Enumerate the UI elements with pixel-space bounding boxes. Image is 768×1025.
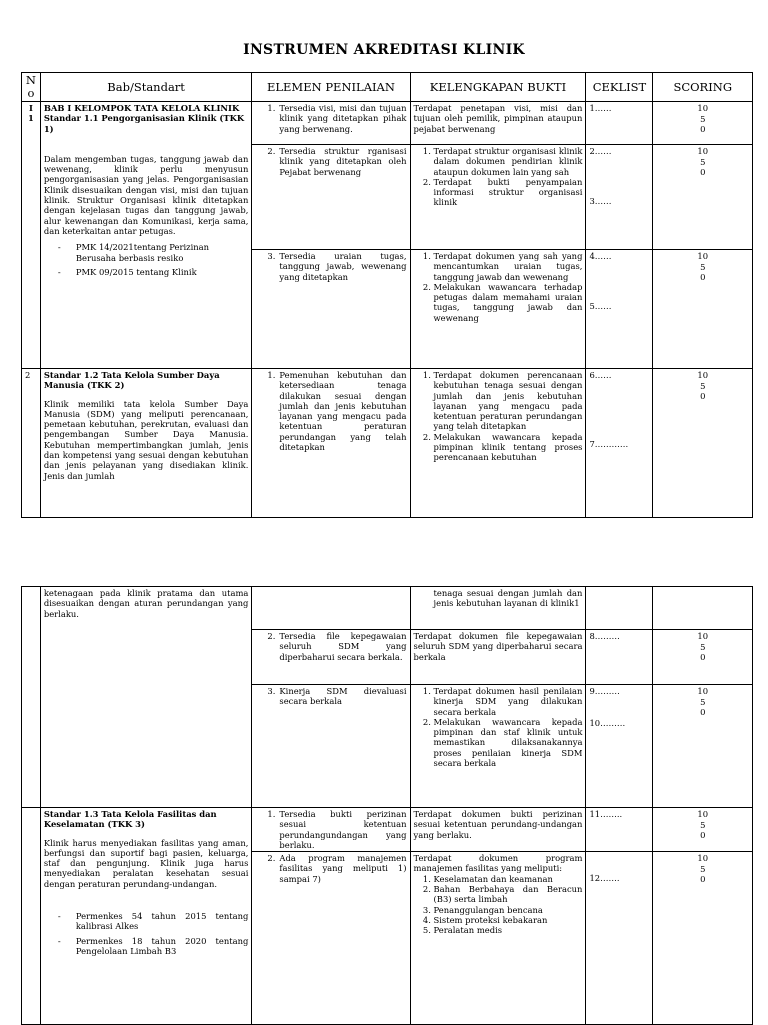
scoring-cell: 10 5 0 [653,808,753,852]
row-number [22,808,41,1025]
element-cell: 2. Ada program manajemen fasilitas yang meliputi 1) sampai 7) [252,852,410,1025]
checklist-cell: 12……. [586,852,653,1025]
list-item: 1. Terdapat dokumen hasil penilaian kinerja SDM yang dilakukan secara berkala [434,686,583,717]
checklist-cell: 8……… [586,630,653,685]
scoring-cell: 10 5 0 [653,852,753,1025]
evidence-cell: Terdapat dokumen program manajemen fasilitas yang meliputi: 1. Keselamatan dan keamanan 2. Bahan Berbahaya dan Beracun (B3) serta limbah 3. Penanggulangan bencana 4. Sistem proteksi kebakaran 5. Peralatan medis [410,852,586,1025]
list-item: 3. Penanggulangan bencana [434,905,583,915]
accreditation-table-page-2 [21,586,753,1025]
header-ceklist: CEKLIST [586,73,653,102]
header-no: No [22,73,41,102]
header-kelengkapan: KELENGKAPAN BUKTI [410,73,586,102]
element-cell [252,587,410,630]
list-item: - Permenkes 18 tahun 2020 tentang Pengelolaan Limbah B3 [57,935,249,956]
scoring-cell: 10 5 0 [653,250,753,369]
standard-description-continued: ketenagaan pada klinik pratama dan utama disesuaikan dengan aturan perundangan yang berlaku. [40,587,252,808]
table-header-row [22,73,753,102]
evidence-cell [410,369,586,518]
evidence-cell: Terdapat dokumen file kepegawaian seluruh SDM yang diperbaharui secara berkala [410,630,586,685]
scoring-cell: 10 5 0 [653,369,753,518]
checklist-cell: 6…… 7………… [586,369,653,518]
table-row [22,587,753,630]
evidence-cell [410,685,586,808]
table-row [22,808,753,852]
list-item: - Permenkes 54 tahun 2015 tentang kalibrasi Alkes [57,911,249,932]
list-item: - PMK 09/2015 tentang Klinik [57,266,197,277]
header-bab: Bab/Standart [40,73,252,102]
evidence-cell [410,250,586,369]
standard-title: Standar 1.2 Tata Kelola Sumber Daya Manusia (TKK 2) [43,370,220,391]
evidence-cell: Terdapat penetapan visi, misi dan tujuan oleh pemilik, pimpinan ataupun pejabat berwenang [410,102,586,145]
scoring-cell: 10 5 0 [653,145,753,250]
evidence-cell [410,145,586,250]
list-item: 1. Keselamatan dan keamanan [434,874,583,884]
scoring-cell: 10 5 0 [653,102,753,145]
checklist-cell: 4…… 5…… [586,250,653,369]
standard-description: Klinik memiliki tata kelola Sumber Daya Manusia (SDM) yang meliputi perencanaan, pemetaan kebutuhan, perekrutan, evaluasi dan pengembangan Sumber Daya Manusia. Kebutuhan mempertimbangkan jumlah, jenis dan kompetensi yang sesuai dengan kebutuhan dan jenis pelayanan yang disediakan klinik. Jenis dan jumlah [43,398,249,481]
standard-title: Standar 1.1 Pengorganisasian Klinik (TKK 1) [43,113,245,134]
standard-cell [40,102,252,369]
table-row [22,369,753,518]
evidence-cell: Terdapat dokumen bukti perizinan sesuai ketentuan perundang-undangan yang berlaku. [410,808,586,852]
list-item: 2. Terdapat bukti penyampaian informasi struktur organisasi klinik [434,177,583,208]
scoring-cell: 10 5 0 [653,630,753,685]
standard-description: Dalam mengemban tugas, tanggung jawab dan wewenang, klinik perlu menyusun pengorganisasian yang jelas. Pengorganisasian Klinik disesuaikan dengan visi, misi dan tujuan klinik. Struktur Organisasi klinik ditetapkan dengan kejelasan tugas dan tanggung jawab, alur kewenangan dan Komunikasi, kerja sama, dan keterkaitan antar petugas. [43,153,249,236]
row-number: 2 [22,369,41,518]
scoring-cell: 10 5 0 [653,685,753,808]
list-item: - PMK 14/2021tentang Perizinan Berusaha berbasis resiko [57,242,210,263]
standard-description: Klinik harus menyediakan fasilitas yang aman, berfungsi dan suportif bagi pasien, keluarga, staf dan pengunjung. Klinik juga harus menyediakan peralatan kesehatan sesuai dengan peraturan perundang-undangan. [43,837,249,889]
standard-title: Standar 1.3 Tata Kelola Fasilitas dan Keselamatan (TKK 3) [43,809,217,830]
accreditation-table-page-1 [21,72,753,518]
element-cell: 2. Tersedia file kepegawaian seluruh SDM yang diperbaharui secara berkala. [252,630,410,685]
list-item: 2. Melakukan wawancara terhadap petugas dalam memahami uraian tugas, tanggung jawab dan wewenang [434,282,583,323]
checklist-cell: 9……… 10……… [586,685,653,808]
element-cell: 1. Tersedia bukti perizinan sesuai ketentuan perundangundangan yang berlaku. [252,808,410,852]
standard-cell [40,808,252,1025]
element-cell: 2. Tersedia struktur rganisasi klinik yang ditetapkan oleh Pejabat berwenang [252,145,410,250]
regulation-list [44,242,249,277]
standard-cell [40,369,252,518]
list-item: 2. Melakukan wawancara kepada pimpinan klinik tentang proses perencanaan kebutuhan [434,432,583,463]
checklist-cell: 1…… [586,102,653,145]
document-page-2 [0,520,768,1024]
checklist-cell: 11…….. [586,808,653,852]
row-number [22,587,41,808]
list-item: 1. Terdapat struktur organisasi klinik dalam dokumen pendirian klinik ataupun dokumen lain yang sah [434,146,583,177]
list-item: 2. Melakukan wawancara kepada pimpinan dan staf klinik untuk memastikan dilaksanakannya proses penilaian kinerja SDM secara berkala [434,717,583,768]
list-item: 1. Terdapat dokumen perencanaan kebutuhan tenaga sesuai dengan jumlah dan jenis kebutuhan layanan yang mengacu pada ketentuan peraturan perundangan yang telah ditetapkan [434,370,583,432]
header-elemen: ELEMEN PENILAIAN [252,73,410,102]
element-cell: 3. Kinerja SDM dievaluasi secara berkala [252,685,410,808]
element-cell: 1. Tersedia visi, misi dan tujuan klinik yang ditetapkan pihak yang berwenang. [252,102,410,145]
element-cell: 1. Pemenuhan kebutuhan dan ketersediaan tenaga dilakukan sesuai dengan jumlah dan jenis kebutuhan layanan yang mengacu pada ketentuan peraturan perundangan yang telah ditetapkan [252,369,410,518]
checklist-cell [586,587,653,630]
list-item: 4. Sistem proteksi kebakaran [434,915,583,925]
list-item: 5. Peralatan medis [434,925,583,935]
evidence-cell: tenaga sesuai dengan jumlah dan jenis kebutuhan layanan di klinik1 [410,587,586,630]
regulation-list [44,911,249,956]
scoring-cell [653,587,753,630]
document-title: INSTRUMEN AKREDITASI KLINIK [243,42,525,58]
list-item: 1. Terdapat dokumen yang sah yang mencantumkan uraian tugas, tanggung jawab dan wewenang [434,251,583,282]
list-item: 2. Bahan Berbahaya dan Beracun (B3) serta limbah [434,884,583,905]
checklist-cell: 2…… 3…… [586,145,653,250]
element-cell: 3. Tersedia uraian tugas, tanggung jawab, wewenang yang ditetapkan [252,250,410,369]
chapter-title: BAB I KELOMPOK TATA KELOLA KLINIK [43,103,240,113]
header-scoring: SCORING [653,73,753,102]
table-row [22,102,753,145]
row-number: I 1 [22,102,41,369]
